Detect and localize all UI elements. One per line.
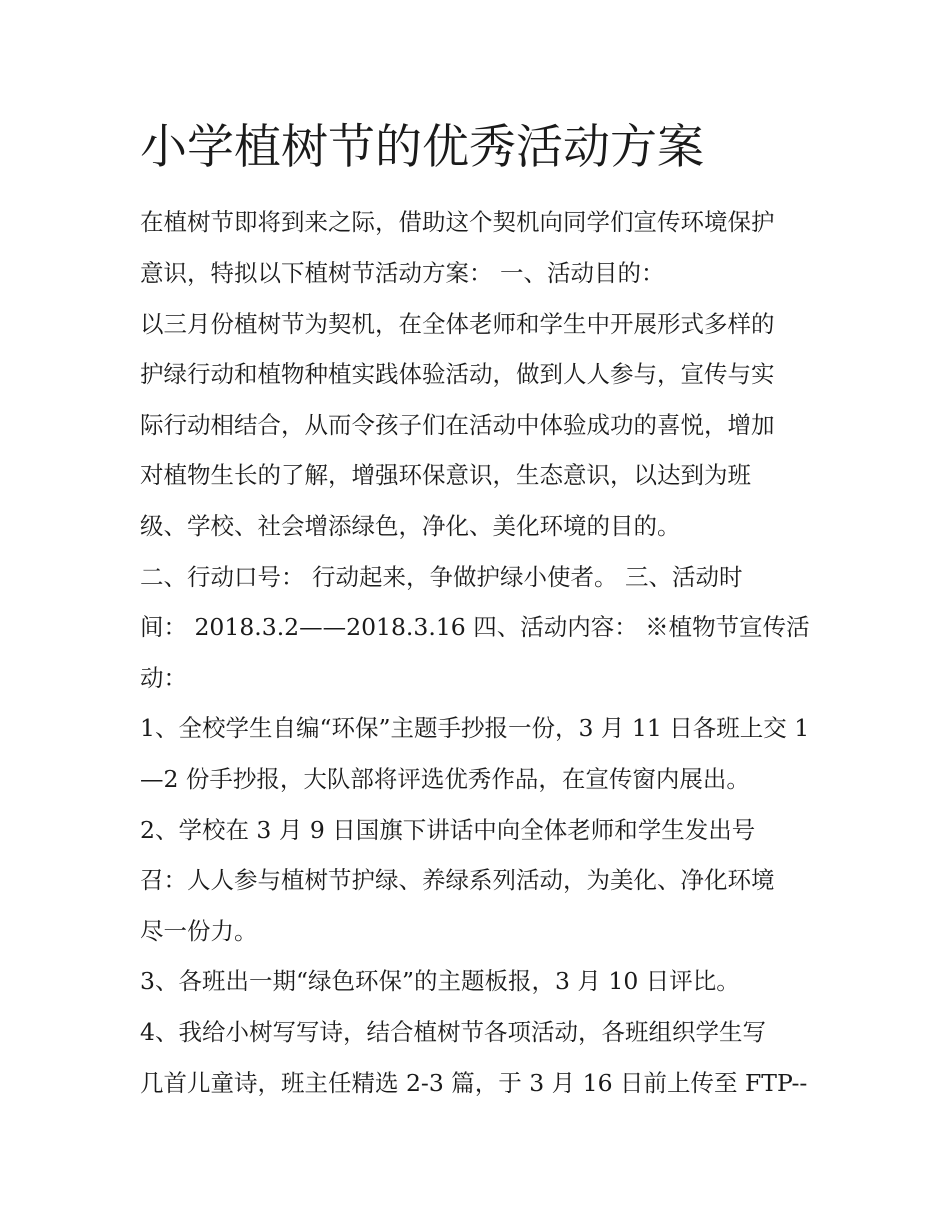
paragraph-line-14: 召：人人参与植树节护绿、养绿系列活动，为美化、净化环境 — [140, 866, 775, 894]
paragraph-line-3: 以三月份植树节为契机，在全体老师和学生中开展形式多样的 — [140, 310, 775, 338]
paragraph-line-10: 动： — [140, 664, 187, 692]
paragraph-line-4: 护绿行动和植物种植实践体验活动，做到人人参与，宣传与实 — [140, 360, 775, 388]
paragraph-line-13: 2、学校在 3 月 9 日国旗下讲话中向全体老师和学生发出号 — [140, 816, 756, 844]
paragraph-line-2: 意识，特拟以下植树节活动方案： 一、活动目的： — [140, 259, 665, 287]
document-title: 小学植树节的优秀活动方案 — [140, 120, 704, 175]
paragraph-line-12: —2 份手抄报，大队部将评选优秀作品，在宣传窗内展出。 — [140, 765, 750, 793]
paragraph-line-17: 4、我给小树写写诗，结合植树节各项活动，各班组织学生写 — [140, 1018, 766, 1046]
paragraph-line-1: 在植树节即将到来之际，借助这个契机向同学们宣传环境保护 — [140, 208, 775, 236]
paragraph-line-6: 对植物生长的了解，增强环保意识，生态意识，以达到为班 — [140, 461, 751, 489]
paragraph-line-9: 间： 2018.3.2——2018.3.16 四、活动内容： ※植物节宣传活 — [140, 613, 810, 641]
paragraph-line-16: 3、各班出一期“绿色环保”的主题板报，3 月 10 日评比。 — [140, 967, 740, 995]
paragraph-line-18: 几首儿童诗，班主任精选 2-3 篇，于 3 月 16 日前上传至 FTP-- — [140, 1069, 808, 1097]
paragraph-line-11: 1、全校学生自编“环保”主题手抄报一份，3 月 11 日各班上交 1 — [140, 714, 810, 742]
paragraph-line-8: 二、行动口号： 行动起来，争做护绿小使者。 三、活动时 — [140, 563, 743, 591]
paragraph-line-7: 级、学校、社会增添绿色，净化、美化环境的目的。 — [140, 512, 681, 540]
paragraph-line-5: 际行动相结合，从而令孩子们在活动中体验成功的喜悦，增加 — [140, 411, 775, 439]
paragraph-line-15: 尽一份力。 — [140, 917, 258, 945]
